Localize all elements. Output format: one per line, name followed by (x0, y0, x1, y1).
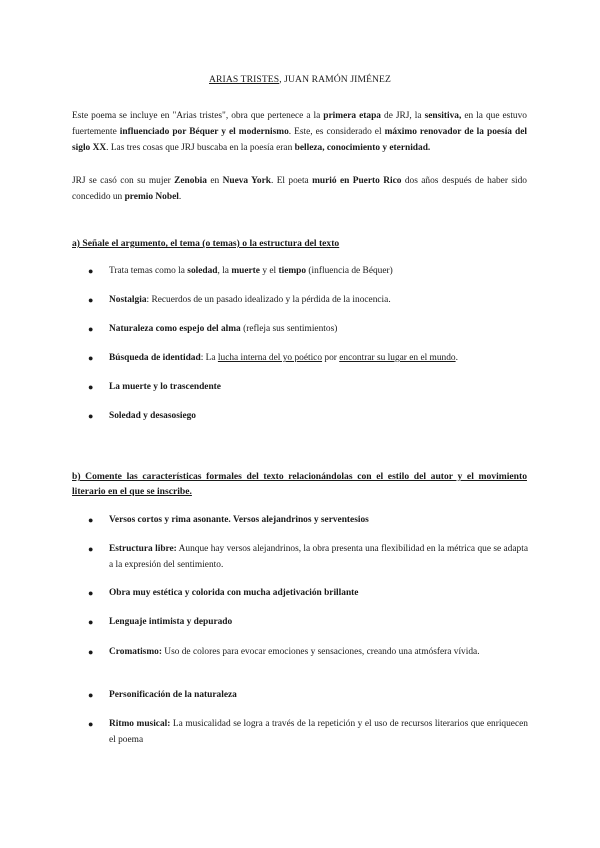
list-item (88, 408, 528, 424)
list-item (88, 541, 528, 573)
item-text: : La (200, 353, 218, 363)
title-rest: , JUAN RAMÓN JIMÉNEZ (279, 74, 391, 85)
bullet-icon: ● (88, 617, 94, 627)
intro-text: . El poeta (270, 176, 313, 186)
section-b-heading: b) Comente las características formales del texto relacionándolas con el estilo del autor y el movimiento literario en el que se inscribe. (72, 471, 527, 497)
page-title (0, 74, 600, 85)
item-text: , la (217, 266, 232, 276)
item-bold: Naturaleza como espejo del alma (109, 324, 241, 334)
list-item (88, 614, 528, 630)
item-bold: tiempo (278, 266, 307, 276)
title-main: ARIAS TRISTES (209, 74, 280, 85)
intro-text: en (206, 176, 223, 186)
list-item (88, 350, 528, 366)
item-underlined: lucha interna del yo poético (217, 353, 323, 363)
bullet-icon: ● (88, 382, 94, 392)
item-bold: Nostalgia (109, 295, 147, 305)
bullet-icon: ● (88, 544, 94, 554)
item-text: La musicalidad se logra a través de la repetición y el uso de recursos literarios que enriquecen el poema (109, 719, 528, 745)
list-item (88, 644, 528, 660)
bullet-icon: ● (88, 353, 94, 363)
item-bold: Personificación de la naturaleza (109, 690, 237, 700)
item-text: Uso de colores para evocar emociones y sensaciones, creando una atmósfera vívida. (161, 647, 480, 657)
intro-bold: Nueva York (222, 176, 271, 186)
item-bold: Ritmo musical: (109, 719, 171, 729)
bullet-icon: ● (88, 515, 94, 525)
intro-text: . Este, es considerado el (288, 127, 385, 137)
bullet-icon: ● (88, 719, 94, 729)
intro-bold: sensitiva, (424, 111, 462, 121)
intro-bold: influenciado por Béquer y el modernismo (119, 127, 289, 137)
intro-paragraph-2 (72, 173, 527, 205)
item-text: Aunque hay versos alejandrinos, la obra presenta una flexibilidad en la métrica que se adapta a la expresión del sentimiento. (109, 544, 528, 570)
list-item (88, 512, 528, 528)
item-bold: muerte (231, 266, 260, 276)
list-item (88, 585, 528, 601)
list-item (88, 263, 528, 279)
intro-bold: máximo renovador de la poesía del siglo XX (72, 127, 528, 153)
intro-bold: primera etapa (323, 111, 381, 121)
intro-bold: murió en Puerto Rico (312, 176, 402, 186)
intro-bold: belleza, conocimiento y eternidad. (294, 143, 431, 153)
list-item (88, 716, 528, 748)
item-bold: La muerte y lo trascendente (109, 382, 221, 392)
intro-text: de JRJ, la (380, 111, 425, 121)
bullet-icon: ● (88, 295, 94, 305)
item-bold: Obra muy estética y colorida con mucha adjetivación brillante (109, 588, 359, 598)
intro-text: dos años después de haber sido concedido un (72, 176, 527, 202)
intro-text: Este poema se incluye en "Arias tristes", obra que pertenece a la (72, 111, 324, 121)
item-text: : Recuerdos de un pasado idealizado y la pérdida de la inocencia. (146, 295, 391, 305)
intro-text: en la que estuvo fuertemente (72, 111, 527, 137)
item-text: Trata temas como la (109, 266, 188, 276)
item-bold: soledad (187, 266, 218, 276)
bullet-icon: ● (88, 647, 94, 657)
item-bold: Búsqueda de identidad (109, 353, 201, 363)
item-bold: Estructura libre: (109, 544, 177, 554)
bullet-icon: ● (88, 588, 94, 598)
item-text: por (322, 353, 340, 363)
item-text: . (455, 353, 458, 363)
bullet-icon: ● (88, 411, 94, 421)
list-item (88, 292, 528, 308)
section-a-heading: a) Señale el argumento, el tema (o temas) o la estructura del texto (72, 238, 340, 249)
item-bold: Versos cortos y rima asonante. Versos alejandrinos y serventesios (109, 515, 369, 525)
bullet-icon: ● (88, 266, 94, 276)
item-bold: Lenguaje intimista y depurado (109, 617, 233, 627)
item-text: (influencia de Béquer) (306, 266, 393, 276)
intro-text: . (178, 192, 182, 202)
item-underlined: encontrar su lugar en el mundo (339, 353, 456, 363)
item-text: y el (259, 266, 279, 276)
item-bold: Cromatismo: (109, 647, 162, 657)
bullet-icon: ● (88, 690, 94, 700)
bullet-icon: ● (88, 324, 94, 334)
intro-bold: Zenobia (174, 176, 207, 186)
list-item (88, 379, 528, 395)
intro-paragraph-1 (72, 108, 527, 156)
item-bold: Soledad y desasosiego (109, 411, 196, 421)
list-item (88, 687, 528, 703)
list-item (88, 321, 528, 337)
intro-text: JRJ se casó con su mujer (72, 176, 175, 186)
intro-text: . Las tres cosas que JRJ buscaba en la poesía eran (106, 143, 295, 153)
intro-bold: premio Nobel (124, 192, 179, 202)
item-text: (refleja sus sentimientos) (240, 324, 338, 334)
